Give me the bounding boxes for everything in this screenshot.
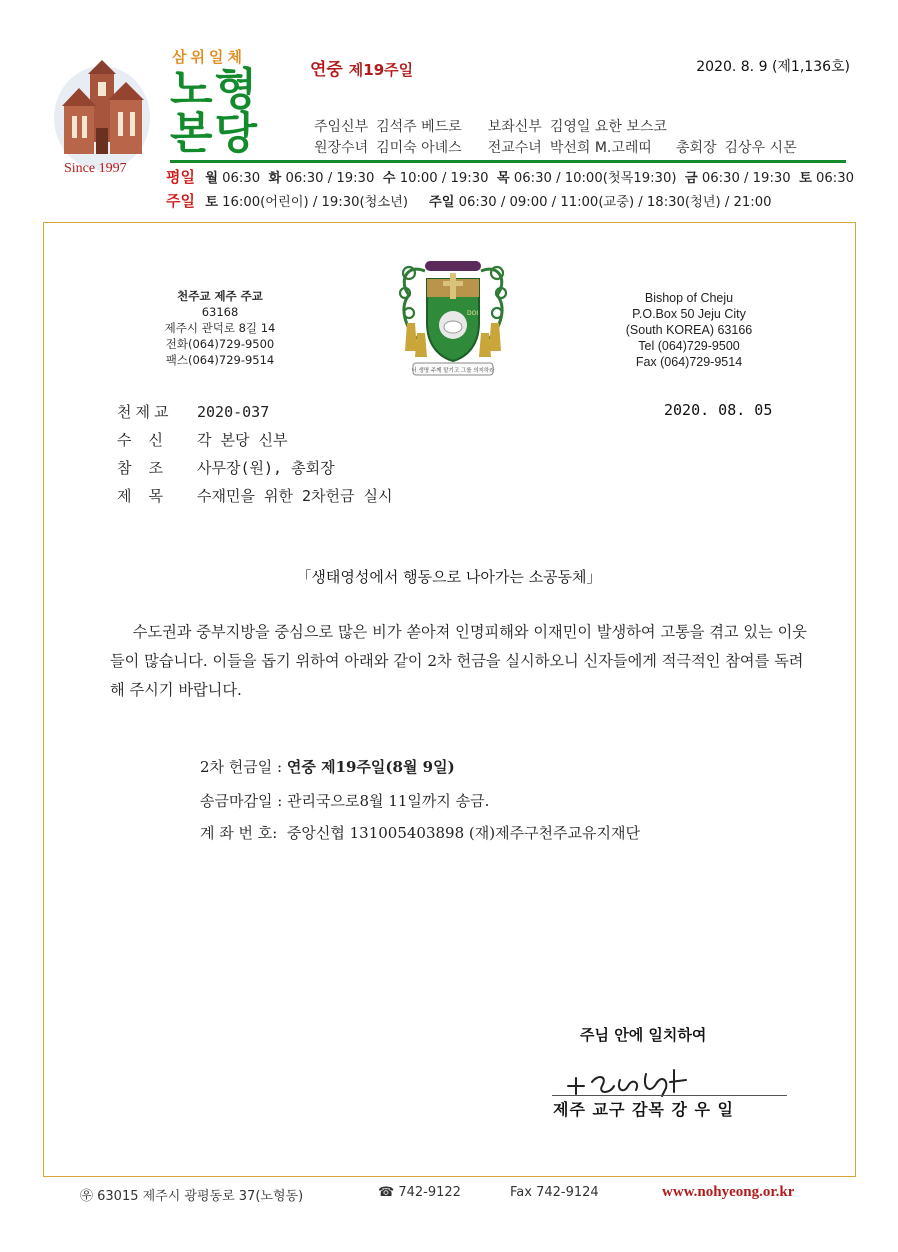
bishop-name: 제주 교구 감목 강 우 일 xyxy=(553,1100,734,1119)
liturgical-week xyxy=(310,55,413,80)
letterhead-country: (South KOREA) 63166 xyxy=(625,323,753,337)
offering-date-key: 2차 헌금일 : xyxy=(200,758,283,776)
subject-row xyxy=(117,485,393,506)
mass-day: 주일 xyxy=(428,195,455,210)
handwritten-signature-icon xyxy=(562,1060,712,1100)
doc-number-key: 천제교 xyxy=(117,403,173,421)
mass-times: 06:30 xyxy=(222,171,261,186)
church-building-image xyxy=(52,58,152,173)
mass-times: 06:30 xyxy=(816,171,855,186)
mass-times: 06:30 / 19:30 xyxy=(701,171,791,186)
mass-day: 화 xyxy=(268,171,282,186)
recipient-row xyxy=(117,429,288,450)
deadline-row xyxy=(200,790,489,811)
footer-fax: Fax 742-9124 xyxy=(510,1185,599,1200)
issue-date: 2020. 8. 9 (제1,136호) xyxy=(696,59,850,75)
since-year: Since 1997 xyxy=(64,161,127,176)
letterhead-fax: 팩스(064)729-9514 xyxy=(165,353,275,367)
letterhead-title-en: Bishop of Cheju xyxy=(644,291,734,305)
mass-day: 목 xyxy=(496,171,510,186)
account-row xyxy=(200,822,640,843)
staff-name: 김영일 요한 보스코 xyxy=(549,119,667,135)
footer-phone: ☎ 742-9122 xyxy=(378,1185,461,1200)
doc-date: 2020. 08. 05 xyxy=(664,401,773,419)
week-name: 제19주일 xyxy=(348,61,414,79)
staff-name: 김석주 베드로 xyxy=(376,119,462,135)
deadline: 관리국으로8월 11일까지 송금. xyxy=(287,792,490,810)
offering-date-row xyxy=(200,756,455,777)
mass-times: 06:30 / 09:00 / 11:00(교중) / 18:30(청년) / 21:00 xyxy=(458,195,772,210)
letterhead-address: 제주시 관덕로 8길 14 xyxy=(164,321,276,335)
letterhead-postal: 63168 xyxy=(201,305,239,319)
arms-motto: 너 생명 주께 맡기고 그를 의지하라 xyxy=(411,368,495,374)
cc-key: 참 조 xyxy=(117,459,168,477)
weekday-mass-schedule xyxy=(166,166,854,187)
weekday-label: 평일 xyxy=(166,168,195,186)
letterhead-title: 천주교 제주 주교 xyxy=(177,289,263,303)
sunday-mass-schedule xyxy=(166,190,772,211)
parish-name-line1: 노형 xyxy=(170,64,260,115)
bishop-coat-of-arms-icon xyxy=(395,253,511,381)
mass-day: 월 xyxy=(205,171,218,186)
footer-website-link[interactable]: www.nohyeong.or.kr xyxy=(662,1184,795,1200)
staff-name: 김상우 시몬 xyxy=(724,140,797,156)
doc-number: 2020-037 xyxy=(197,403,270,421)
letterhead-phone: 전화(064)729-9500 xyxy=(165,337,275,351)
parish-name-line2: 본당 xyxy=(170,108,260,159)
sunday-label: 주일 xyxy=(166,192,195,210)
subject: 수재민을 위한 2차헌금 실시 xyxy=(197,487,393,505)
doc-number-row xyxy=(117,401,269,422)
footer-address: ㉾ 63015 제주시 광평동로 37(노형동) xyxy=(80,1189,304,1204)
mass-times: 16:00(어린이) / 19:30(청소년) xyxy=(222,195,408,210)
parish-motto: 삼위일체 xyxy=(172,48,246,66)
cc: 사무장(원), 총회장 xyxy=(197,459,335,477)
account-key: 계 좌 번 호: xyxy=(200,824,278,842)
header-divider xyxy=(170,160,846,163)
mass-times: 06:30 / 19:30 xyxy=(285,171,375,186)
mass-day: 수 xyxy=(382,171,396,186)
letter-closing: 주님 안에 일치하여 xyxy=(580,1026,707,1044)
staff-role: 보좌신부 xyxy=(487,119,542,135)
staff-name: 박선희 M.고레띠 xyxy=(549,140,652,156)
staff-role: 원장수녀 xyxy=(314,140,369,156)
staff-role: 전교수녀 xyxy=(487,140,542,156)
letterhead-english xyxy=(600,290,778,370)
recipient: 각 본당 신부 xyxy=(197,431,288,449)
season-name: 연중 xyxy=(310,60,343,80)
mass-day: 토 xyxy=(205,195,218,210)
letterhead-tel: Tel (064)729-9500 xyxy=(638,339,740,353)
staff-role: 총회장 xyxy=(675,140,717,156)
account: 중앙신협 131005403898 (재)제주구천주교유지재단 xyxy=(286,824,640,842)
staff-row xyxy=(314,137,797,157)
staff-row xyxy=(314,116,667,136)
letterhead-pobox: P.O.Box 50 Jeju City xyxy=(632,307,746,321)
offering-date: 연중 제19주일(8월 9일) xyxy=(286,758,455,776)
letter-slogan: 「생태영성에서 행동으로 나아가는 소공동체」 xyxy=(296,568,602,586)
letterhead-fax-en: Fax (064)729-9514 xyxy=(635,355,743,369)
letter-body-text: 수도권과 중부지방을 중심으로 많은 비가 쏟아져 인명피해와 이재민이 발생하여 고통을 겪고 있는 이웃들이 많습니다. 이들을 돕기 위하여 아래와 같이 2차 헌금을 실시하오니 신자들에게 적극적인 참여를 독려해 주시기 바랍니다. xyxy=(110,623,807,699)
staff-name: 김미숙 아녜스 xyxy=(376,140,462,156)
mass-day: 금 xyxy=(684,171,698,186)
signature-line xyxy=(552,1095,787,1096)
cc-row xyxy=(117,457,335,478)
letterhead-korean xyxy=(140,288,300,368)
recipient-key: 수 신 xyxy=(117,431,168,449)
mass-times: 10:00 / 19:30 xyxy=(399,171,489,186)
deadline-key: 송금마감일 : xyxy=(200,792,283,810)
shield-text: DOI xyxy=(467,310,479,317)
letter-body xyxy=(110,618,810,705)
subject-key: 제 목 xyxy=(117,487,168,505)
mass-day: 토 xyxy=(799,171,812,186)
mass-times: 06:30 / 10:00(첫목19:30) xyxy=(513,171,677,186)
staff-role: 주임신부 xyxy=(314,119,369,135)
